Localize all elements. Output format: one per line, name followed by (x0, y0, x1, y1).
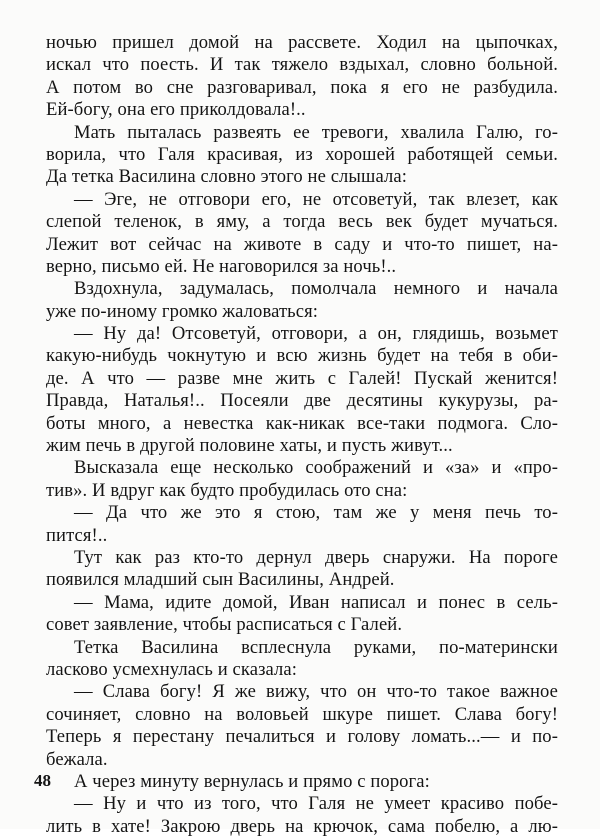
text-line: Да тетка Василина словно этого не слышала: (46, 166, 407, 188)
text-line: уже по-иному громко жаловаться: (46, 300, 319, 322)
text-line: ворила, что Галя красивая, из хорошей работящей семьи. (46, 143, 558, 165)
text-line: верно, письмо ей. Не наговорился за ночь!.. (46, 255, 397, 277)
text-line: Мать пыталась развеять ее тревоги, хвалила Галю, го- (74, 121, 558, 143)
text-line: жим печь в другой половине хаты, и пусть живут... (46, 435, 453, 457)
text-line: тив». И вдруг как будто пробудилась ото сна: (46, 479, 408, 501)
text-line: А потом во сне разговаривал, пока я его не разбудила. (46, 76, 558, 98)
text-line: — Да что же это я стою, там же у меня печь то- (74, 502, 558, 524)
text-line: ласково усмехнулась и сказала: (46, 658, 298, 680)
text-line: какую-нибудь чокнутую и всю жизнь будет на тебя в оби- (46, 345, 558, 367)
text-line: — Ну да! Отсоветуй, отговори, а он, глядишь, возьмет (74, 323, 558, 345)
text-line: боты много, а невестка как-никак все-таки подмога. Сло- (46, 412, 558, 434)
text-line: Правда, Наталья!.. Посеяли две десятины кукурузы, ра- (46, 390, 558, 412)
text-line: Теперь я перестану печалиться и голову ломать...— и по- (46, 726, 558, 748)
text-line: Вздохнула, задумалась, помолчала немного и начала (74, 278, 558, 300)
text-line: Лежит вот сейчас на животе в саду и что-то пишет, на- (46, 233, 558, 255)
text-line: пится!.. (46, 524, 108, 546)
text-line: бежала. (46, 748, 108, 770)
text-line: совет заявление, чтобы расписаться с Галей. (46, 614, 403, 636)
text-line: искал что поесть. И так тяжело вздыхал, словно больной. (46, 54, 558, 76)
text-line: де. А что — разве мне жить с Галей! Пускай женится! (46, 367, 558, 389)
text-line: — Ну и что из того, что Галя не умеет красиво побе- (74, 793, 558, 815)
text-line: Тут как раз кто-то дернул дверь снаружи. На пороге (74, 546, 558, 568)
text-line: сочиняет, словно на воловьей шкуре пишет. Слава богу! (46, 703, 558, 725)
text-line: появился младший сын Василины, Андрей. (46, 569, 395, 591)
text-line: Ей-богу, она его приколдовала!.. (46, 99, 306, 121)
text-line: — Слава богу! Я же вижу, что он что-то такое важное (74, 681, 558, 703)
text-line: Высказала еще несколько соображений и «за» и «про- (74, 457, 558, 479)
text-line: А через минуту вернулась и прямо с порога: (74, 770, 430, 792)
text-line: ночью пришел домой на рассвете. Ходил на цыпочках, (46, 32, 558, 53)
text-line: слепой теленок, в яму, а тогда весь век будет мучаться. (46, 211, 558, 233)
text-line: Тетка Василина всплеснула руками, по-матерински (74, 636, 558, 658)
body-text (46, 32, 558, 838)
text-line: лить в хате! Закрою дверь на крючок, сама побелю, а лю- (46, 815, 558, 837)
text-line: — Эге, не отговори его, не отсоветуй, так влезет, как (74, 188, 558, 210)
page-number: 48 (34, 771, 51, 790)
text-line: — Мама, идите домой, Иван написал и понес в сель- (74, 591, 558, 613)
